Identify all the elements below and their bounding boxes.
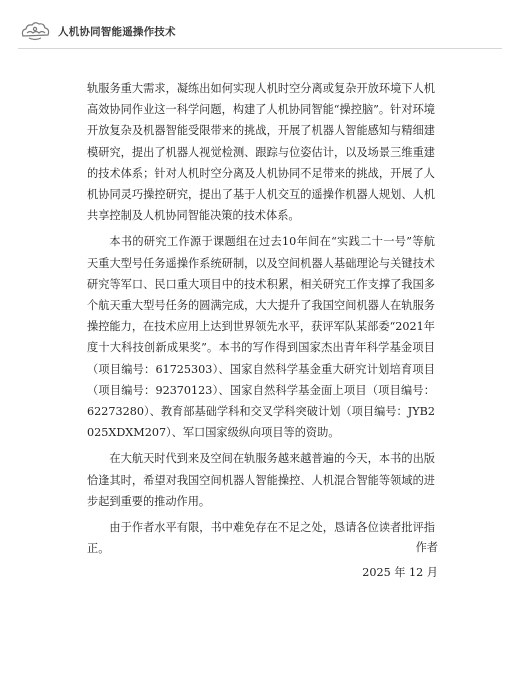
paragraph-acknowledgement: 由于作者水平有限，书中难免存在不足之处，恳请各位读者批评指正。 <box>87 521 435 556</box>
running-header-title: 人机协同智能遥操作技术 <box>58 25 176 38</box>
paragraph-publication-significance: 在大航天时代到来及空间在轨服务越来越普遍的今天，本书的出版恰逢其时，希望对我国空间机器人智能操控、人机混合智能等领域的进步起到重要的推动作用。 <box>87 452 435 508</box>
signature-author: 作者 <box>415 541 438 554</box>
signature-date: 2025 年 12 月 <box>362 566 438 579</box>
running-header <box>18 16 176 46</box>
cloud-seal-logo-icon <box>18 18 52 44</box>
preface-body <box>87 78 435 564</box>
paragraph-research-background: 本书的研究工作源于课题组在过去10年间在“实践二十一号”等航天重大型号任务遥操作系统研制，以及空间机器人基础理论与关键技术研究等军口、民口重大项目中的技术积累，相关研究工作支撑了我国多个航天重大型号任务的圆满完成，大大提升了我国空间机器人在轨服务操控能力，在技术应用上达到世界领先水平，获评军队某部委“2021年度十大科技创新成果奖”。本书的写作得到国家杰出青年科学基金项目（项目编号：61725303）、国家自然科学基金重大研究计划培育项目（项目编号：92370123）、国家自然科学基金面上项目（项目编号：62273280）、教育部基础学科和交叉学科突破计划（项目编号：JYB2025XDXM207）、军口国家级纵向项目等的资助。 <box>87 235 435 440</box>
header-divider <box>18 48 502 49</box>
paragraph-continued: 轨服务重大需求，凝练出如何实现人机时空分离或复杂开放环境下人机高效协同作业这一科学问题，构建了人机协同智能“操控脑”。针对环境开放复杂及机器智能受限带来的挑战，开展了机器人智能感知与精细建模研究，提出了机器人视觉检测、跟踪与位姿估计，以及场景三维重建的技术体系；针对人机时空分离及人机协同不足带来的挑战，开展了人机协同灵巧操控研究，提出了基于人机交互的遥操作机器人规划、人机共享控制及人机协同智能决策的技术体系。 <box>87 82 435 223</box>
